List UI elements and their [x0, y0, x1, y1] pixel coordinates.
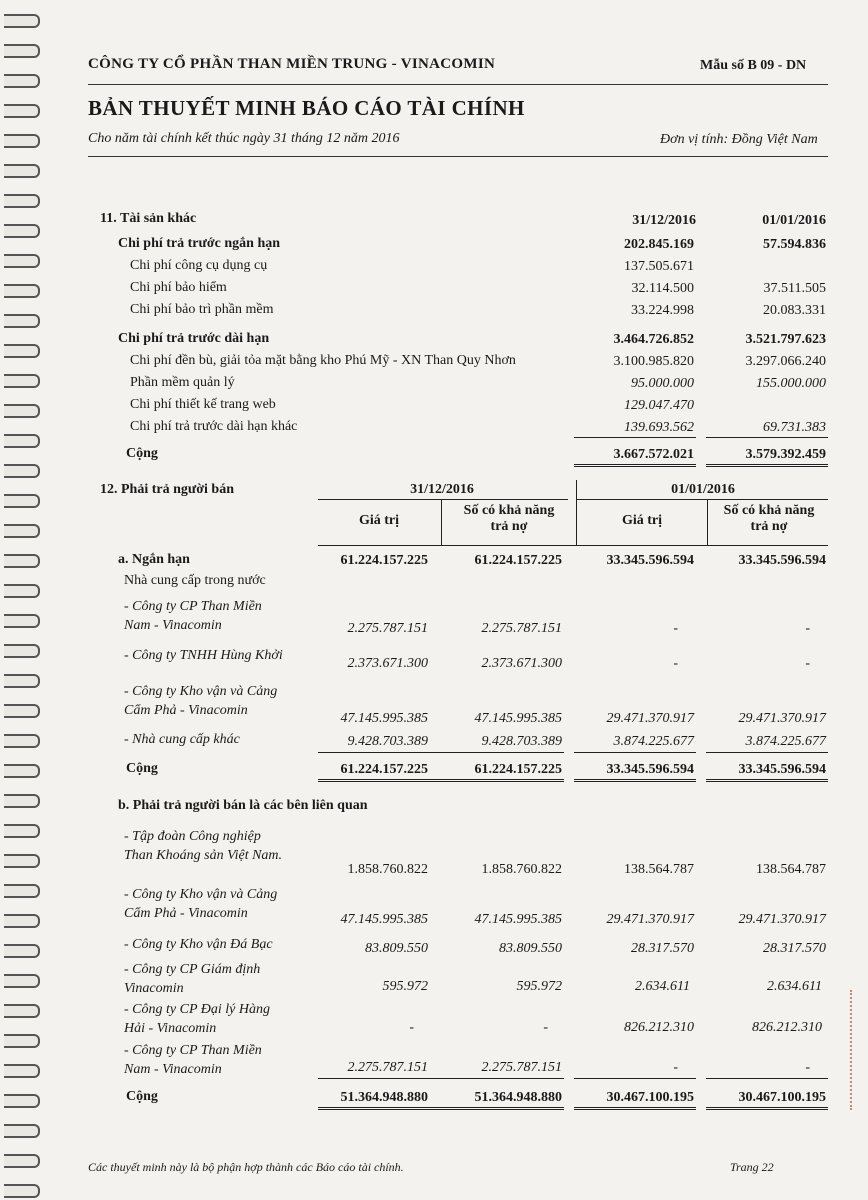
amount-cell: 2.373.671.300 [347, 656, 428, 671]
s11-row-label: Chi phí công cụ dụng cụ [130, 258, 268, 273]
amount-cell: 61.224.157.225 [340, 762, 428, 777]
section-11-title: 11. Tài sản khác [100, 211, 197, 226]
supplier-name: - Công ty Kho vận và Cảng Cẩm Phả - Vinacomin [124, 887, 278, 921]
amount-cell: 61.224.157.225 [474, 553, 562, 568]
s11-row-label: Chi phí bảo hiểm [130, 280, 227, 295]
s11-row-label: Phần mềm quản lý [130, 375, 235, 390]
amount-cell: 47.145.995.385 [340, 711, 428, 726]
binding-ring [4, 794, 40, 808]
subsection-a-title: a. Ngắn hạn [118, 552, 190, 567]
amount-cell: 1.858.760.822 [347, 862, 428, 877]
amount-cell: 3.874.225.677 [745, 734, 826, 749]
amount-cell: - [673, 656, 678, 671]
amount-cell: 51.364.948.880 [474, 1090, 562, 1105]
document-title: BẢN THUYẾT MINH BÁO CÁO TÀI CHÍNH [88, 96, 525, 120]
amount-cell: 2.275.787.151 [347, 621, 428, 636]
col-header-payable: Số có khả năng trả nợ [463, 503, 555, 534]
s11-row-label: Chi phí trả trước ngắn hạn [118, 236, 281, 251]
header-rule [88, 84, 828, 85]
amount-cell: 51.364.948.880 [340, 1090, 428, 1105]
s11-row-value-2: 69.731.383 [763, 420, 826, 435]
binding-ring [4, 1034, 40, 1048]
subtotal-rule [574, 1078, 696, 1079]
supplier-name: - Tập đoàn Công nghiệp Than Khoáng sản Việt Nam. [124, 829, 283, 863]
total-double-rule [574, 779, 696, 782]
s11-row-value-2: 155.000.000 [756, 376, 826, 391]
form-code: Mẫu số B 09 - DN [700, 58, 807, 73]
binding-ring [4, 194, 40, 208]
amount-cell: 9.428.703.389 [481, 734, 562, 749]
binding-ring [4, 974, 40, 988]
amount-cell: 29.471.370.917 [738, 912, 826, 927]
binding-ring [4, 1094, 40, 1108]
s12-group-header-2: 01/01/2016 [671, 482, 735, 497]
binding-ring [4, 1184, 40, 1198]
supplier-name: - Công ty TNHH Hùng Khởi [124, 648, 283, 663]
amount-cell: - [543, 1020, 548, 1035]
spiral-binding [0, 0, 44, 1200]
amount-cell: 28.317.570 [631, 941, 694, 956]
s11-row-value-1: 95.000.000 [631, 376, 694, 391]
binding-ring [4, 914, 40, 928]
s11-row-value-1: 33.224.998 [631, 303, 694, 318]
subtotal-rule [574, 752, 696, 753]
column-divider [441, 499, 442, 545]
amount-cell: - [409, 1020, 414, 1035]
subtotal-rule [318, 1078, 564, 1079]
amount-cell: 61.224.157.225 [340, 553, 428, 568]
amount-cell: 33.345.596.594 [606, 762, 694, 777]
binding-ring [4, 404, 40, 418]
binding-ring [4, 284, 40, 298]
binding-ring [4, 1004, 40, 1018]
amount-cell: - [805, 621, 810, 636]
total-double-rule [318, 779, 564, 782]
binding-ring [4, 1064, 40, 1078]
supplier-name: - Công ty CP Đại lý Hàng Hải - Vinacomin [124, 1002, 270, 1036]
amount-cell: - [673, 621, 678, 636]
amount-cell: 2.275.787.151 [481, 1060, 562, 1075]
page-number: Trang 22 [730, 1160, 774, 1174]
s11-total-value-2: 3.579.392.459 [745, 447, 826, 462]
amount-cell: - [673, 1060, 678, 1075]
subtotal-rule [706, 752, 828, 753]
binding-ring [4, 164, 40, 178]
amount-cell: 33.345.596.594 [606, 553, 694, 568]
s11-row-value-2: 3.297.066.240 [745, 354, 826, 369]
amount-cell: 29.471.370.917 [738, 711, 826, 726]
binding-ring [4, 74, 40, 88]
binding-ring [4, 344, 40, 358]
s11-col-header-2: 01/01/2016 [762, 213, 826, 228]
s11-row-label: Chi phí bảo trì phần mềm [130, 302, 274, 317]
amount-cell: 138.564.787 [756, 862, 826, 877]
amount-cell: 2.373.671.300 [481, 656, 562, 671]
amount-cell: 595.972 [516, 979, 562, 994]
subsection-b-total-label: Cộng [126, 1089, 158, 1104]
binding-ring [4, 224, 40, 238]
currency-unit: Đơn vị tính: Đồng Việt Nam [660, 132, 818, 147]
amount-cell: 9.428.703.389 [347, 734, 428, 749]
supplier-name: - Công ty Kho vận Đá Bạc [124, 937, 273, 952]
company-name: CÔNG TY CỔ PHẦN THAN MIỀN TRUNG - VINACOMIN [88, 56, 496, 72]
supplier-name: - Nhà cung cấp khác [124, 732, 240, 747]
binding-ring [4, 854, 40, 868]
s11-row-value-2: 57.594.836 [763, 237, 826, 252]
amount-cell: 826.212.310 [752, 1020, 822, 1035]
subtotal-rule [574, 437, 696, 438]
supplier-name: - Công ty CP Than Miền Nam - Vinacomin [124, 1043, 262, 1077]
binding-ring [4, 434, 40, 448]
binding-ring [4, 524, 40, 538]
binding-ring [4, 254, 40, 268]
col-header-value: Giá trị [621, 513, 663, 528]
domestic-suppliers-label: Nhà cung cấp trong nước [124, 573, 266, 588]
amount-cell: 2.634.611 [767, 979, 822, 994]
subsection-a-total-label: Cộng [126, 761, 158, 776]
amount-cell: 826.212.310 [624, 1020, 694, 1035]
binding-ring [4, 884, 40, 898]
s11-row-value-2: 20.083.331 [763, 303, 826, 318]
reporting-period: Cho năm tài chính kết thúc ngày 31 tháng 12 năm 2016 [88, 131, 400, 146]
binding-ring [4, 554, 40, 568]
amount-cell: 1.858.760.822 [481, 862, 562, 877]
amount-cell: 47.145.995.385 [474, 711, 562, 726]
s11-row-value-1: 32.114.500 [631, 281, 694, 296]
s11-row-label: Chi phí trả trước dài hạn [118, 331, 270, 346]
s11-row-value-2: 3.521.797.623 [745, 332, 826, 347]
binding-ring [4, 134, 40, 148]
subtotal-rule [318, 752, 564, 753]
amount-cell: 83.809.550 [499, 941, 562, 956]
amount-cell: 47.145.995.385 [340, 912, 428, 927]
amount-cell: 2.275.787.151 [481, 621, 562, 636]
s11-row-label: Chi phí trả trước dài hạn khác [130, 419, 298, 434]
subtotal-rule [706, 1078, 828, 1079]
amount-cell: 3.874.225.677 [613, 734, 694, 749]
footer-note: Các thuyết minh này là bộ phận hợp thành các Báo cáo tài chính. [88, 1160, 404, 1174]
binding-ring [4, 584, 40, 598]
amount-cell: 595.972 [382, 979, 428, 994]
s11-row-value-2: 37.511.505 [763, 281, 826, 296]
amount-cell: 30.467.100.195 [738, 1090, 826, 1105]
total-double-rule [574, 464, 696, 467]
s11-row-value-1: 137.505.671 [624, 259, 694, 274]
col-header-payable: Số có khả năng trả nợ [723, 503, 815, 534]
binding-ring [4, 644, 40, 658]
column-divider [576, 480, 577, 545]
binding-ring [4, 464, 40, 478]
margin-pen-mark [850, 990, 862, 1110]
supplier-name: - Công ty Kho vận và Cảng Cẩm Phả - Vinacomin [124, 684, 278, 718]
binding-ring [4, 44, 40, 58]
binding-ring [4, 374, 40, 388]
total-double-rule [706, 779, 828, 782]
amount-cell: 2.634.611 [635, 979, 690, 994]
supplier-name: - Công ty CP Giám định Vinacomin [124, 962, 261, 996]
amount-cell: 33.345.596.594 [738, 762, 826, 777]
binding-ring [4, 1154, 40, 1168]
s11-total-label: Cộng [126, 446, 158, 461]
col-header-value: Giá trị [358, 513, 400, 528]
binding-ring [4, 314, 40, 328]
amount-cell: 33.345.596.594 [738, 553, 826, 568]
amount-cell: 29.471.370.917 [606, 711, 694, 726]
amount-cell: 138.564.787 [624, 862, 694, 877]
binding-ring [4, 824, 40, 838]
s11-col-header-1: 31/12/2016 [632, 213, 696, 228]
subtotal-rule [706, 437, 828, 438]
table-header-bottom-rule [318, 545, 828, 546]
s11-total-value-1: 3.667.572.021 [613, 447, 694, 462]
section-12-title: 12. Phải trả người bán [100, 482, 235, 497]
total-double-rule [574, 1107, 696, 1110]
total-double-rule [706, 464, 828, 467]
total-double-rule [706, 1107, 828, 1110]
column-divider [707, 499, 708, 545]
binding-ring [4, 494, 40, 508]
amount-cell: 83.809.550 [365, 941, 428, 956]
s11-row-value-1: 129.047.470 [624, 398, 694, 413]
amount-cell: 47.145.995.385 [474, 912, 562, 927]
subsection-b-title: b. Phải trả người bán là các bên liên quan [118, 798, 368, 813]
amount-cell: 29.471.370.917 [606, 912, 694, 927]
amount-cell: 28.317.570 [763, 941, 826, 956]
table-header-rule [576, 499, 828, 500]
s11-row-value-1: 139.693.562 [624, 420, 694, 435]
s12-group-header-1: 31/12/2016 [410, 482, 474, 497]
amount-cell: - [805, 1060, 810, 1075]
supplier-name: - Công ty CP Than Miền Nam - Vinacomin [124, 599, 262, 633]
binding-ring [4, 764, 40, 778]
amount-cell: 2.275.787.151 [347, 1060, 428, 1075]
amount-cell: 30.467.100.195 [606, 1090, 694, 1105]
amount-cell: 61.224.157.225 [474, 762, 562, 777]
subheader-rule [88, 156, 828, 157]
s11-row-value-1: 202.845.169 [624, 237, 694, 252]
binding-ring [4, 614, 40, 628]
table-header-rule [318, 499, 568, 500]
binding-ring [4, 104, 40, 118]
s11-row-label: Chi phí thiết kế trang web [130, 397, 276, 412]
amount-cell: - [805, 656, 810, 671]
binding-ring [4, 1124, 40, 1138]
binding-ring [4, 674, 40, 688]
binding-ring [4, 944, 40, 958]
s11-row-value-1: 3.464.726.852 [613, 332, 694, 347]
s11-row-value-1: 3.100.985.820 [613, 354, 694, 369]
binding-ring [4, 704, 40, 718]
total-double-rule [318, 1107, 564, 1110]
s11-row-label: Chi phí đền bù, giải tỏa mặt bằng kho Phú Mỹ - XN Than Quy Nhơn [130, 353, 516, 368]
binding-ring [4, 734, 40, 748]
binding-ring [4, 14, 40, 28]
